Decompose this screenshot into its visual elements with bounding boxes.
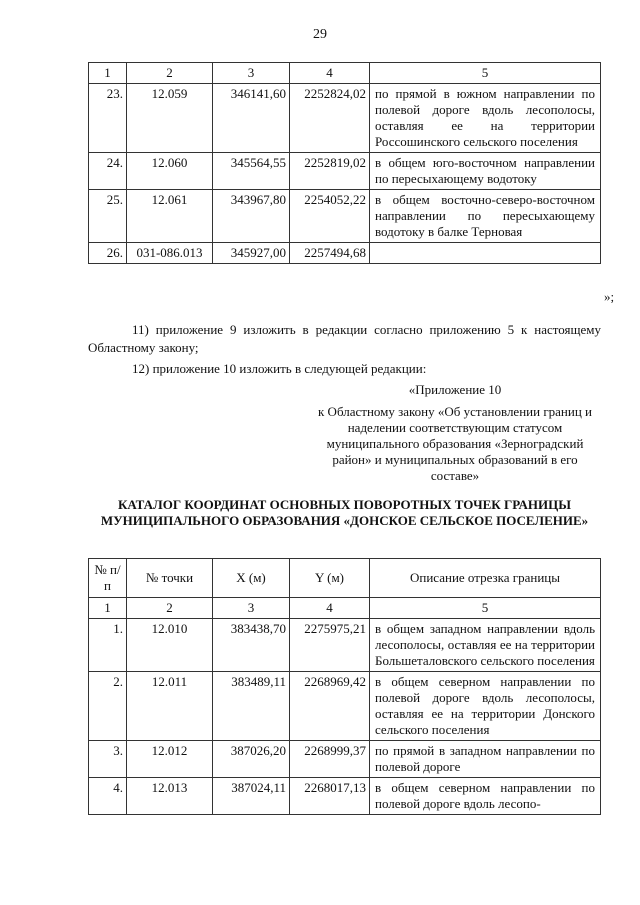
point-number: 12.061 — [127, 190, 213, 243]
x-coordinate: 387024,11 — [213, 778, 290, 815]
closing-quote: »; — [604, 289, 615, 304]
y-coordinate: 2268017,13 — [290, 778, 370, 815]
column-header: № точки — [127, 559, 213, 598]
x-coordinate: 383489,11 — [213, 672, 290, 741]
y-coordinate: 2252819,02 — [290, 153, 370, 190]
coordinates-table — [88, 558, 601, 815]
y-coordinate: 2252824,02 — [290, 84, 370, 153]
row-number: 4. — [89, 778, 127, 815]
column-number: 4 — [290, 63, 370, 84]
segment-description: в общем северном направлении по полевой дороге вдоль лесопо- — [370, 778, 601, 815]
coordinates-table-continued — [88, 62, 601, 264]
x-coordinate: 387026,20 — [213, 741, 290, 778]
column-number: 1 — [89, 63, 127, 84]
segment-description — [370, 243, 601, 264]
table-row — [89, 190, 601, 243]
table-row — [89, 84, 601, 153]
segment-description: в общем западном направлении вдоль лесополосы, оставляя ее на территории Большеталовского сельского поселения — [370, 619, 601, 672]
column-number-row — [89, 63, 601, 84]
column-number: 1 — [89, 598, 127, 619]
table-row — [89, 243, 601, 264]
column-number: 3 — [213, 598, 290, 619]
y-coordinate: 2275975,21 — [290, 619, 370, 672]
segment-description: в общем северном направлении по полевой дороге вдоль лесополосы, оставляя ее на территории Донского сельского поселения — [370, 672, 601, 741]
y-coordinate: 2268999,37 — [290, 741, 370, 778]
point-number: 12.059 — [127, 84, 213, 153]
table-row — [89, 741, 601, 778]
paragraph-11: 11) приложение 9 изложить в редакции согласно приложению 5 к настоящему Областному закону; — [88, 322, 601, 355]
column-number-row — [89, 598, 601, 619]
column-number: 3 — [213, 63, 290, 84]
x-coordinate: 343967,80 — [213, 190, 290, 243]
row-number: 3. — [89, 741, 127, 778]
header-row — [89, 559, 601, 598]
row-number: 26. — [89, 243, 127, 264]
y-coordinate: 2268969,42 — [290, 672, 370, 741]
segment-description: в общем юго-восточном направлении по пересыхающему водотоку — [370, 153, 601, 190]
x-coordinate: 346141,60 — [213, 84, 290, 153]
table-row — [89, 672, 601, 741]
row-number: 24. — [89, 153, 127, 190]
table-row — [89, 778, 601, 815]
x-coordinate: 345564,55 — [213, 153, 290, 190]
column-number: 4 — [290, 598, 370, 619]
point-number: 12.012 — [127, 741, 213, 778]
column-number: 2 — [127, 63, 213, 84]
y-coordinate: 2254052,22 — [290, 190, 370, 243]
appendix-text: к Областному закону «Об установлении границ и наделении соответствующим статусом муниципального образования «Зерноградский район» и муниципальных образований в его составе» — [317, 404, 593, 483]
column-number: 5 — [370, 63, 601, 84]
row-number: 25. — [89, 190, 127, 243]
segment-description: по прямой в южном направлении по полевой дороге вдоль лесополосы, оставляя ее на территории Россошинского сельского поселения — [370, 84, 601, 153]
table-row — [89, 153, 601, 190]
page-number: 29 — [313, 27, 327, 42]
point-number: 12.060 — [127, 153, 213, 190]
x-coordinate: 345927,00 — [213, 243, 290, 264]
row-number: 23. — [89, 84, 127, 153]
segment-description: по прямой в западном направлении по полевой дороге — [370, 741, 601, 778]
column-header: № п/п — [89, 559, 127, 598]
y-coordinate: 2257494,68 — [290, 243, 370, 264]
x-coordinate: 383438,70 — [213, 619, 290, 672]
segment-description: в общем восточно-северо-восточном направлении по пересыхающему водотоку в балке Терновая — [370, 190, 601, 243]
catalog-title: КАТАЛОГ КООРДИНАТ ОСНОВНЫХ ПОВОРОТНЫХ ТОЧЕК ГРАНИЦЫ МУНИЦИПАЛЬНОГО ОБРАЗОВАНИЯ «ДОНСКОЕ СЕЛЬСКОЕ ПОСЕЛЕНИЕ» — [100, 497, 589, 528]
column-header: X (м) — [213, 559, 290, 598]
point-number: 031-086.013 — [127, 243, 213, 264]
point-number: 12.013 — [127, 778, 213, 815]
column-number: 5 — [370, 598, 601, 619]
table-row — [89, 619, 601, 672]
point-number: 12.011 — [127, 672, 213, 741]
appendix-title: «Приложение 10 — [408, 382, 502, 397]
paragraph-12: 12) приложение 10 изложить в следующей редакции: — [132, 361, 427, 376]
row-number: 2. — [89, 672, 127, 741]
column-header: Y (м) — [290, 559, 370, 598]
column-number: 2 — [127, 598, 213, 619]
row-number: 1. — [89, 619, 127, 672]
point-number: 12.010 — [127, 619, 213, 672]
column-header: Описание отрезка границы — [370, 559, 601, 598]
